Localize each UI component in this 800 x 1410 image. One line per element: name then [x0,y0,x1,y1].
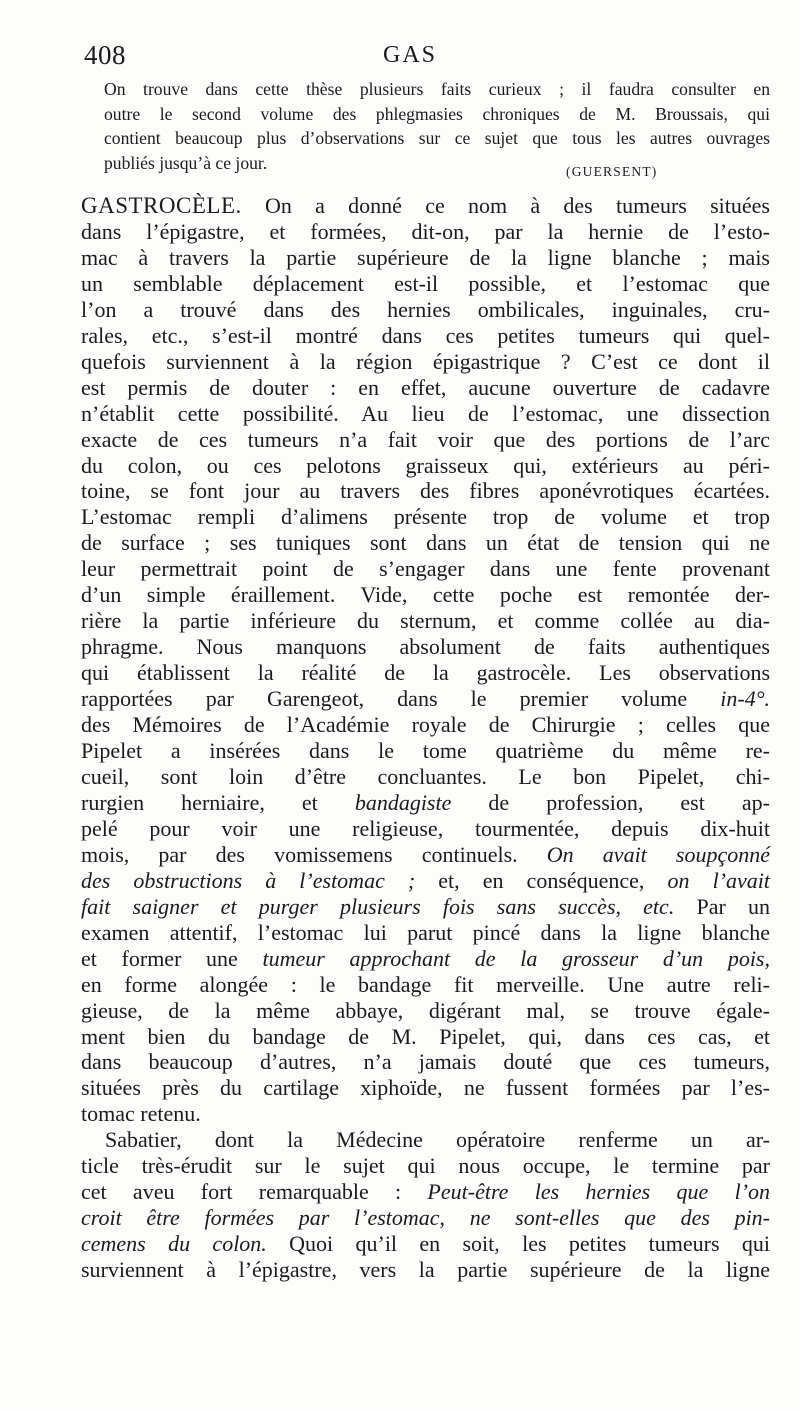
body-line: L’estomac rempli d’alimens présente trop de volume et trop [81,504,770,530]
body-line: est permis de douter : en effet, aucune ouverture de cadavre [81,374,770,400]
body-line: phragme. Nous manquons absolument de faits authentiques [81,634,770,660]
body-line: gieuse, de la même abbaye, digérant mal, se trouve égale- [81,997,770,1023]
body-line: toine, se font jour au travers des fibres aponévrotiques écartées. [81,478,770,504]
footnote-paragraph [104,77,770,175]
page-header [84,40,774,74]
note-line: contient beaucoup plus d’observations sur ce sujet que tous les autres ouvrages [104,128,770,148]
body-line: GASTROCÈLE. On a donné ce nom à des tumeurs situées [81,193,770,218]
body-line: Sabatier, dont la Médecine opératoire renferme un ar- [105,1127,770,1153]
body-line: cemens du colon. Quoi qu’il en soit, les petites tumeurs qui [81,1231,770,1257]
page-number: 408 [84,40,126,70]
body-line: en forme alongée : le bandage fit merveille. Une autre reli- [81,971,770,997]
body-line: rales, etc., s’est-il montré dans ces petites tumeurs qui quel- [81,322,770,348]
body-line: ticle très-érudit sur le sujet qui nous occupe, le termine par [81,1153,770,1179]
body-line: cet aveu fort remarquable : Peut-être les hernies que l’on [81,1179,771,1205]
body-line: mac à travers la partie supérieure de la ligne blanche ; mais [81,244,770,270]
body-line: rapportées par Garengeot, dans le premier volume in-4°. [81,686,770,712]
note-line: publiés jusqu’à ce jour. [104,152,268,173]
body-line: ment bien du bandage de M. Pipelet, qui, dans ces cas, et [81,1023,770,1049]
article-gastrocele [81,193,770,1283]
body-line: des obstructions à l’estomac ; et, en conséquence, on l’avait [81,867,770,893]
body-line: des Mémoires de l’Académie royale de Chirurgie ; celles que [81,712,770,738]
body-line: cueil, sont loin d’être concluantes. Le bon Pipelet, chi- [81,763,770,789]
body-line: un semblable déplacement est-il possible, et l’estomac que [81,270,770,296]
note-line: outre le second volume des phlegmasies chroniques de M. Broussais, qui [104,103,770,124]
body-line: d’un simple éraillement. Vide, cette poche est remontée der- [81,582,770,608]
body-line: pelé pour voir une religieuse, tourmentée, depuis dix-huit [81,815,770,841]
entry-headword: GASTROCÈLE. [81,193,242,218]
body-line: dans l’épigastre, et formées, dit-on, par la hernie de l’esto- [81,218,770,244]
body-line: situées près du cartilage xiphoïde, ne fussent formées par l’es- [81,1075,770,1101]
body-line: quefois surviennent à la région épigastrique ? C’est ce dont il [81,348,770,374]
body-line: croit être formées par l’estomac, ne sont-elles que des pin- [81,1205,771,1231]
body-line: fait saigner et purger plusieurs fois sans succès, etc. Par un [81,893,771,919]
body-line: exacte de ces tumeurs n’a fait voir que des portions de l’arc [81,426,770,452]
body-line: Pipelet a insérées dans le tome quatrième du même re- [81,738,770,764]
body-line: rière la partie inférieure du sternum, et comme collée au dia- [81,608,770,634]
body-line: mois, par des vomissemens continuels. On avait soupçonné [81,841,771,867]
note-line: On trouve dans cette thèse plusieurs faits curieux ; il faudra consulter en [104,79,770,99]
body-line: examen attentif, l’estomac lui parut pincé dans la ligne blanche [81,919,770,945]
running-title: GAS [383,42,438,68]
body-line: de surface ; ses tuniques sont dans un état de tension qui ne [81,530,770,556]
body-line: tomac retenu. [81,1101,201,1127]
body-line: l’on a trouvé dans des hernies ombilicales, inguinales, cru- [81,296,770,322]
author-signature: (GUERSENT) [566,164,658,179]
body-line: qui établissent la réalité de la gastrocèle. Les observations [81,660,770,686]
body-line: leur permettrait point de s’engager dans une fente provenant [81,556,770,582]
body-line: rurgien herniaire, et bandagiste de profession, est ap- [81,789,770,815]
body-line: dans beaucoup d’autres, n’a jamais douté que ces tumeurs, [81,1049,770,1075]
body-line: surviennent à l’épigastre, vers la partie supérieure de la ligne [81,1257,770,1283]
body-line: et former une tumeur approchant de la grosseur d’un pois, [81,945,770,971]
body-line: du colon, ou ces pelotons graisseux qui, extérieurs au péri- [81,452,770,478]
body-line: n’établit cette possibilité. Au lieu de l’estomac, une dissection [81,400,770,426]
